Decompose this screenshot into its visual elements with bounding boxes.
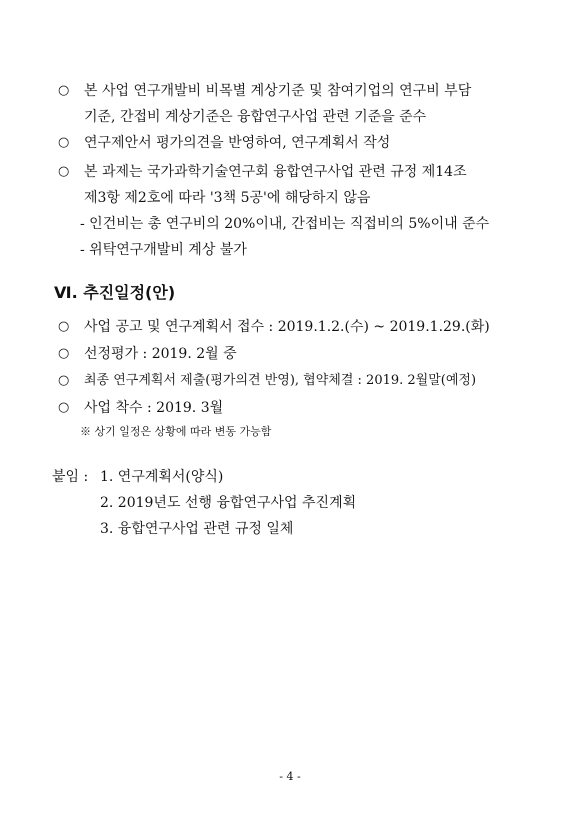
- circle-bullet-icon: ○: [58, 83, 70, 98]
- circle-bullet-icon: ○: [58, 400, 70, 415]
- schedule-text: 선정평가 : 2019. 2월 중: [84, 346, 237, 362]
- circle-bullet-icon: ○: [58, 164, 70, 179]
- section-heading: Ⅵ. 추진일정(안): [54, 283, 176, 302]
- circle-bullet-icon: ○: [58, 346, 70, 361]
- bullet-text: 본 과제는 국가과학기술연구회 융합연구사업 관련 규정 제14조: [84, 164, 467, 180]
- bullet-continuation: 제3항 제2호에 따라 '3책 5공'에 해당하지 않음: [84, 190, 371, 206]
- attachment-item: 2. 2019년도 선행 융합연구사업 추진계획: [100, 495, 357, 511]
- attachment-item: 1. 연구계획서(양식): [100, 469, 224, 485]
- circle-bullet-icon: ○: [58, 319, 70, 334]
- schedule-text: 사업 공고 및 연구계획서 접수 : 2019.1.2.(수) ~ 2019.1.29.(화): [84, 319, 490, 335]
- schedule-text: 사업 착수 : 2019. 3월: [84, 400, 224, 416]
- bullet-text: 본 사업 연구개발비 비목별 계상기준 및 참여기업의 연구비 부담: [84, 83, 472, 99]
- circle-bullet-icon: ○: [58, 135, 70, 150]
- dash-item: - 위탁연구개발비 계상 불가: [80, 242, 247, 258]
- circle-bullet-icon: ○: [58, 373, 70, 388]
- page-number: - 4 -: [279, 770, 301, 783]
- attachment-label: 붙임 :: [52, 469, 89, 485]
- schedule-text: 최종 연구계획서 제출(평가의견 반영), 협약체결 : 2019. 2월말(예정): [84, 373, 477, 388]
- bullet-text: 연구제안서 평가의견을 반영하여, 연구계획서 작성: [84, 135, 391, 151]
- dash-item: - 인건비는 총 연구비의 20%이내, 간접비는 직접비의 5%이내 준수: [80, 216, 490, 232]
- schedule-note: ※ 상기 일정은 상황에 따라 변동 가능함: [80, 425, 272, 438]
- bullet-continuation: 기준, 간접비 계상기준은 융합연구사업 관련 기준을 준수: [84, 109, 427, 125]
- attachment-item: 3. 융합연구사업 관련 규정 일체: [100, 521, 294, 537]
